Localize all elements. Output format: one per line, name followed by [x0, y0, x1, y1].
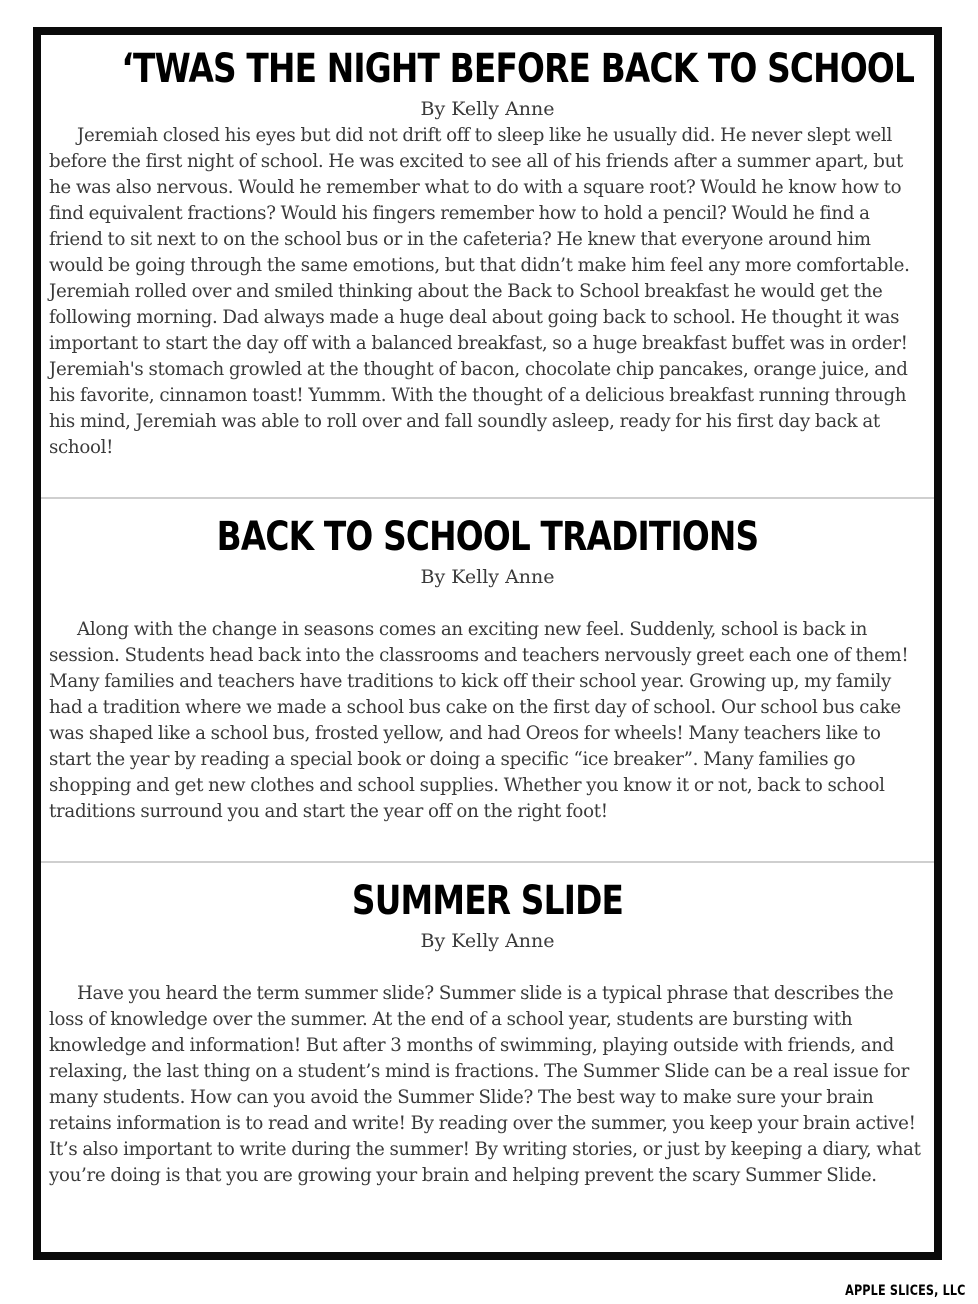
article-back-to-school-traditions	[41, 515, 934, 825]
publisher-credit: APPLE SLICES, LLC	[845, 1283, 966, 1299]
page-frame	[33, 27, 942, 1260]
article-body: Have you heard the term summer slide? Summer slide is a typical phrase that describes the loss of knowledge over the summer. At the end of a school year, students are bursting with knowledge and information! But after 3 months of swimming, playing outside with friends, and relaxing, the last thing on a student’s mind is fractions. The Summer Slide can be a real issue for many students. How can you avoid the Summer Slide? The best way to make sure your brain retains information is to read and write! By reading over the summer, you keep your brain active! It’s also important to write during the summer! By writing stories, or just by keeping a diary, what you’re doing is that you are growing your brain and helping prevent the scary Summer Slide.	[49, 983, 921, 1186]
article-byline: By Kelly Anne	[420, 566, 555, 588]
article-summer-slide	[41, 879, 934, 1189]
article-title: BACK TO SCHOOL TRADITIONS	[216, 514, 759, 560]
article-title: SUMMER SLIDE	[351, 878, 624, 924]
article-body: Along with the change in seasons comes an exciting new feel. Suddenly, school is back in session. Students head back into the classrooms and teachers nervously greet each one of them! Many families and teachers have traditions to kick off their school year. Growing up, my family had a tradition where we made a school bus cake on the first day of school. Our school bus cake was shaped like a school bus, frosted yellow, and had Oreos for wheels! Many teachers like to start the year by reading a special book or doing a specific “ice breaker”. Many families go shopping and get new clothes and school supplies. Whether you know it or not, back to school traditions surround you and start the year off on the right foot!	[49, 619, 909, 822]
article-twas-the-night	[41, 47, 934, 461]
section-divider	[41, 861, 934, 863]
section-divider	[41, 497, 934, 499]
article-byline: By Kelly Anne	[420, 98, 555, 120]
article-byline: By Kelly Anne	[420, 930, 555, 952]
article-title: ‘TWAS THE NIGHT BEFORE BACK TO SCHOOL	[121, 46, 915, 92]
article-body: Jeremiah closed his eyes but did not drift off to sleep like he usually did. He never slept well before the first night of school. He was excited to see all of his friends after a summer apart, but he was also nervous. Would he remember what to do with a square root? Would he know how to find equivalent fractions? Would his fingers remember how to hold a pencil? Would he find a friend to sit next to on the school bus or in the cafeteria? He knew that everyone around him would be going through the same emotions, but that didn’t make him feel any more comfortable. Jeremiah rolled over and smiled thinking about the Back to School breakfast he would get the following morning. Dad always made a huge deal about going back to school. He thought it was important to start the day off with a balanced breakfast, so a huge breakfast buffet was in order! Jeremiah's stomach growled at the thought of bacon, chocolate chip pancakes, orange juice, and his favorite, cinnamon toast! Yummm. With the thought of a delicious breakfast running through his mind, Jeremiah was able to roll over and fall soundly asleep, ready for his first day back at school!	[49, 125, 910, 458]
